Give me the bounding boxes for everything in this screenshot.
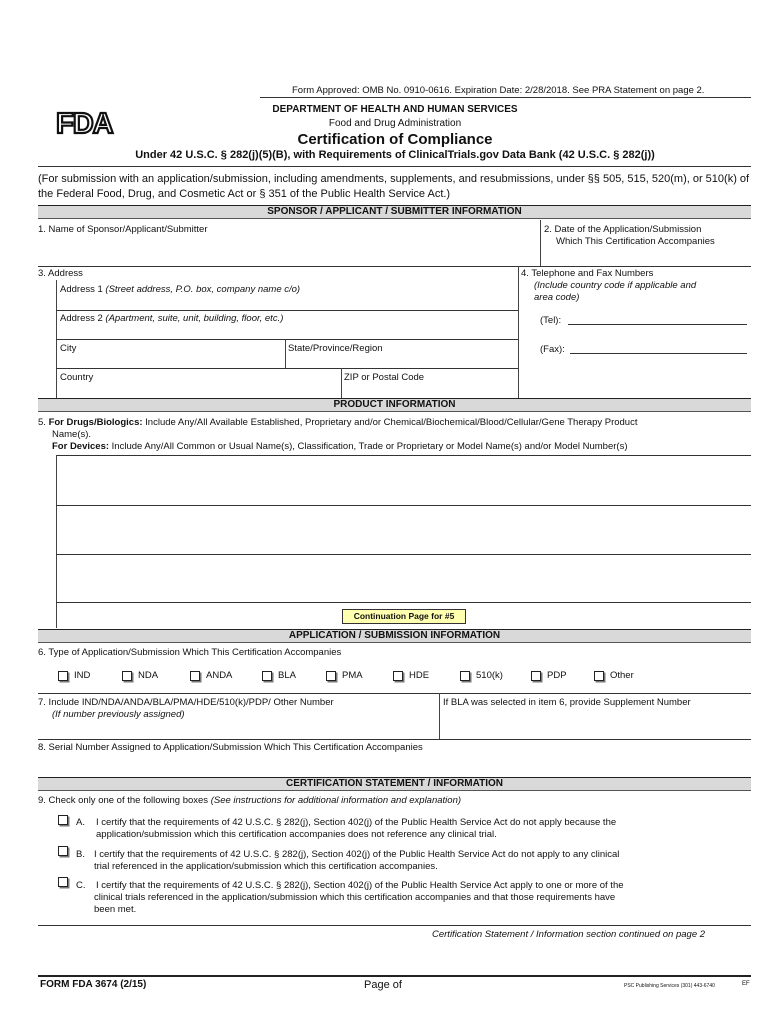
supplement-number-label: If BLA was selected in item 6, provide Supplement Number [443,697,691,708]
option-pma[interactable] [326,670,363,681]
product-label-devices: For Devices: Include Any/All Common or Usual Name(s), Classification, Trade or Proprietary or Model Name(s) and/or Model Number(s) [52,441,628,452]
application-type-label: 6. Type of Application/Submission Which This Certification Accompanies [38,647,342,658]
department-name: DEPARTMENT OF HEALTH AND HUMAN SERVICES [272,104,518,115]
option-c-text: I certify that the requirements of 42 U.S.C. § 282(j), Section 402(j) of the Public Health Service Act apply to one or more of the [96,880,624,891]
title-rule [38,166,751,167]
option-b-text-2: trial referenced in the application/submission which this certification accompanies. [94,861,438,872]
address2-label: Address 2 (Apartment, suite, unit, building, floor, etc.) [60,313,284,324]
footer-rule [38,975,751,977]
intro-text: (For submission with an application/submission, including amendments, supplements, and resubmissions, under §§ 505, 515, 520(m), or 510(k) of the Federal Food, Drug, and Cosmetic Act or § 351 of the Public Health Service Act.) [38,173,750,200]
option-b-text: I certify that the requirements of 42 U.S.C. § 282(j), Section 402(j) of the Public Health Service Act do not apply to any clinical [94,849,620,860]
address-label: 3. Address [38,268,83,279]
agency-name: Food and Drug Administration [328,118,462,129]
submission-date-label: 2. Date of the Application/Submission [544,224,702,235]
divider [56,310,518,311]
pdp-label: PDP [547,670,567,681]
option-a-checkbox[interactable] [58,815,68,825]
anda-checkbox[interactable] [190,671,200,681]
phone-fax-hint-2: area code) [534,292,580,303]
divider [518,266,519,398]
form-title: Certification of Compliance [297,131,493,148]
country-label: Country [60,372,94,383]
divider [56,339,518,340]
product-section-header: PRODUCT INFORMATION [38,398,751,412]
option-b-letter: B. [76,849,85,860]
sponsor-section-header: SPONSOR / APPLICANT / SUBMITTER INFORMATION [38,205,751,219]
ind-checkbox[interactable] [58,671,68,681]
fax-label: (Fax): [540,344,565,355]
phone-fax-hint: (Include country code if applicable and [534,280,697,291]
anda-label: ANDA [206,670,233,681]
product-name-field-3[interactable] [57,555,750,601]
option-a-text-2: application/submission which this certification accompanies does not reference any clinical trial. [96,829,497,840]
state-field[interactable] [286,353,517,368]
continued-note: Certification Statement / Information section continued on page 2 [432,929,706,940]
option-a-letter: A. [76,817,85,828]
header-rule [260,97,751,98]
application-number-hint: (If number previously assigned) [52,709,185,720]
option-other[interactable] [594,670,634,681]
option-pdp[interactable] [531,670,567,681]
divider [56,602,751,603]
pma-label: PMA [342,670,363,681]
application-section-header: APPLICATION / SUBMISSION INFORMATION [38,629,751,643]
nda-checkbox[interactable] [122,671,132,681]
city-field[interactable] [57,353,284,368]
option-ind[interactable] [58,670,90,681]
hde-label: HDE [409,670,430,681]
divider [38,693,751,694]
form-number: FORM FDA 3674 (2/15) [40,979,147,990]
certification-instructions: 9. Check only one of the following boxes (See instructions for additional information and explanation) [38,795,462,806]
divider [38,925,751,926]
option-c-text-2: clinical trials referenced in the application/submission which this certification accompanies and that those requirements have [94,892,616,903]
hde-checkbox[interactable] [393,671,403,681]
option-510k[interactable] [460,670,503,681]
address2-field[interactable] [57,323,517,339]
zip-field[interactable] [342,382,517,397]
address1-label: Address 1 (Street address, P.O. box, company name c/o) [60,284,301,295]
fax-field[interactable] [570,353,747,354]
svg-text:FDA: FDA [56,108,113,138]
ef-mark: EF [742,981,750,987]
country-field[interactable] [57,382,340,397]
nda-label: NDA [138,670,159,681]
ind-label: IND [74,670,91,681]
bla-label: BLA [278,670,296,681]
option-c-letter: C. [76,880,86,891]
continuation-page-button[interactable]: Continuation Page for #5 [342,609,466,624]
supplement-number-field[interactable] [443,710,749,738]
option-nda[interactable] [122,670,158,681]
divider [38,266,751,267]
sponsor-name-label: 1. Name of Sponsor/Applicant/Submitter [38,224,208,235]
certification-section-header: CERTIFICATION STATEMENT / INFORMATION [38,777,751,791]
pdp-checkbox[interactable] [531,671,541,681]
option-a-text: I certify that the requirements of 42 U.S.C. § 282(j), Section 402(j) of the Public Health Service Act do not apply because the [96,817,617,828]
phone-fax-label: 4. Telephone and Fax Numbers [521,268,654,279]
other-checkbox[interactable] [594,671,604,681]
pma-checkbox[interactable] [326,671,336,681]
serial-number-label: 8. Serial Number Assigned to Application/Submission Which This Certification Accompanies [38,742,423,753]
product-label-drugs: 5. For Drugs/Biologics: Include Any/All Available Established, Proprietary and/or Chemical/Biochemical/Blood/Cellular/Gene Therapy Product [38,417,638,428]
divider [439,693,440,739]
publisher-note: PSC Publishing Services (301) 443-6740 [624,983,715,989]
bla-checkbox[interactable] [262,671,272,681]
form-subtitle: Under 42 U.S.C. § 282(j)(5)(B), with Requirements of ClinicalTrials.gov Data Bank (42 U.S.C. § 282(j)) [135,149,655,161]
application-number-label: 7. Include IND/NDA/ANDA/BLA/PMA/HDE/510(k)/PDP/ Other Number [38,697,334,708]
divider [56,368,518,369]
option-hde[interactable] [393,670,429,681]
option-c-text-3: been met. [94,904,137,915]
submission-date-field[interactable] [544,248,750,266]
fda-logo [54,106,126,138]
product-name-field-1[interactable] [57,456,750,504]
product-name-field-2[interactable] [57,506,750,553]
divider [540,220,541,266]
zip-label: ZIP or Postal Code [344,372,425,383]
serial-number-field[interactable] [38,754,750,774]
product-label-drugs-2: Name(s). [52,429,92,440]
option-bla[interactable] [262,670,296,681]
tel-field[interactable] [568,324,747,325]
submission-date-label-2: Which This Certification Accompanies [556,236,715,247]
sponsor-name-field[interactable] [38,234,540,264]
divider [38,739,751,740]
omb-statement: Form Approved: OMB No. 0910-0616. Expiration Date: 2/28/2018. See PRA Statement on page 2. [292,85,705,96]
510k-label: 510(k) [476,670,503,681]
city-label: City [60,343,77,354]
option-b-checkbox[interactable] [58,846,68,856]
state-label: State/Province/Region [288,343,383,354]
page-number: Page of [364,979,402,991]
tel-label: (Tel): [540,315,562,326]
option-c-checkbox[interactable] [58,877,68,887]
510k-checkbox[interactable] [460,671,470,681]
address1-field[interactable] [57,294,517,310]
other-label: Other [610,670,634,681]
option-anda[interactable] [190,670,232,681]
application-number-field[interactable] [38,720,438,738]
